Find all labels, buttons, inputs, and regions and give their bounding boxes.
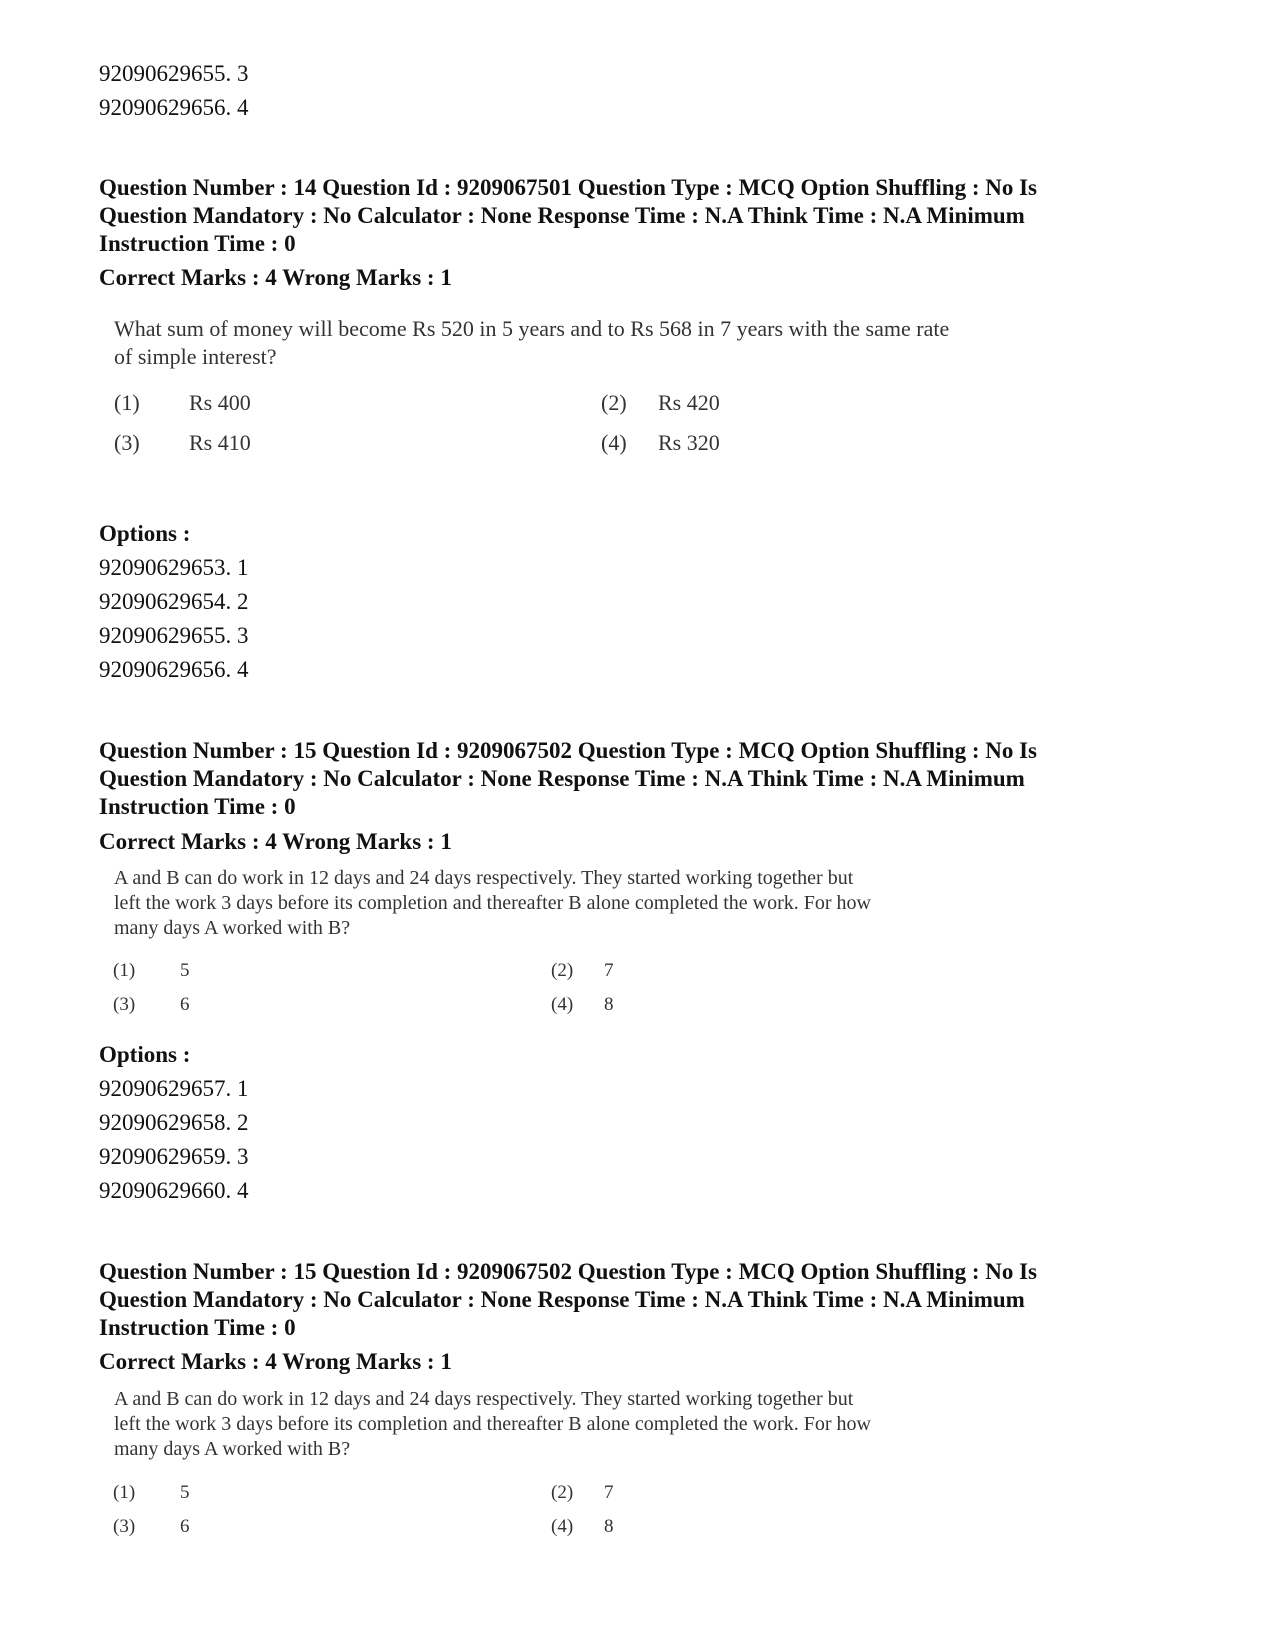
choice-value: 5 xyxy=(180,1482,190,1503)
choice-value: Rs 400 xyxy=(189,390,251,415)
option-line: 92090629656. 4 xyxy=(99,657,249,682)
option-line: 92090629655. 3 xyxy=(99,623,249,648)
question-text-line: of simple interest? xyxy=(114,344,277,369)
question-text-line: What sum of money will become Rs 520 in 5 years and to Rs 568 in 7 years with the same rate xyxy=(114,316,950,341)
choice-number: (4) xyxy=(601,430,627,455)
question-header-line: Question Mandatory : No Calculator : None Response Time : N.A Think Time : N.A Minimum xyxy=(99,766,1025,791)
question-header-line: Instruction Time : 0 xyxy=(99,231,296,256)
question-text-line: many days A worked with B? xyxy=(114,917,351,939)
question-header-line: Question Mandatory : No Calculator : None Response Time : N.A Think Time : N.A Minimum xyxy=(99,203,1025,228)
choice-value: 6 xyxy=(180,1516,190,1537)
choice-number: (3) xyxy=(114,430,140,455)
question-text-line: A and B can do work in 12 days and 24 days respectively. They started working together but xyxy=(114,867,854,889)
option-line: 92090629654. 2 xyxy=(99,589,249,614)
choice-value: 5 xyxy=(180,960,190,981)
choice-number: (1) xyxy=(114,390,140,415)
choice-number: (1) xyxy=(113,960,136,981)
option-line: 92090629659. 3 xyxy=(99,1144,249,1169)
question-text-line: A and B can do work in 12 days and 24 days respectively. They started working together but xyxy=(114,1388,854,1410)
choice-number: (2) xyxy=(551,960,574,981)
options-label: Options : xyxy=(99,521,191,546)
choice-number: (2) xyxy=(601,390,627,415)
option-line: 92090629656. 4 xyxy=(99,95,249,120)
question-header-line: Instruction Time : 0 xyxy=(99,1315,296,1340)
option-line: 92090629655. 3 xyxy=(99,61,249,86)
choice-value: 6 xyxy=(180,994,190,1015)
option-line: 92090629658. 2 xyxy=(99,1110,249,1135)
options-label: Options : xyxy=(99,1042,191,1067)
marks-line: Correct Marks : 4 Wrong Marks : 1 xyxy=(99,265,452,290)
choice-value: Rs 410 xyxy=(189,430,251,455)
choice-number: (1) xyxy=(113,1482,136,1503)
marks-line: Correct Marks : 4 Wrong Marks : 1 xyxy=(99,829,452,854)
option-line: 92090629653. 1 xyxy=(99,555,249,580)
choice-value: Rs 420 xyxy=(658,390,720,415)
question-header-line: Question Number : 15 Question Id : 9209067502 Question Type : MCQ Option Shuffling : No Is xyxy=(99,738,1038,763)
choice-value: 8 xyxy=(604,994,614,1015)
question-text-line: left the work 3 days before its completion and thereafter B alone completed the work. For how xyxy=(114,1413,871,1435)
choice-number: (3) xyxy=(113,994,136,1015)
choice-number: (2) xyxy=(551,1482,574,1503)
choice-value: 7 xyxy=(604,1482,614,1503)
question-text-line: left the work 3 days before its completion and thereafter B alone completed the work. For how xyxy=(114,892,871,914)
question-header-line: Question Mandatory : No Calculator : None Response Time : N.A Think Time : N.A Minimum xyxy=(99,1287,1025,1312)
question-header-line: Question Number : 15 Question Id : 9209067502 Question Type : MCQ Option Shuffling : No Is xyxy=(99,1259,1038,1284)
choice-number: (4) xyxy=(551,994,574,1015)
question-header-line: Question Number : 14 Question Id : 9209067501 Question Type : MCQ Option Shuffling : No Is xyxy=(99,175,1038,200)
option-line: 92090629657. 1 xyxy=(99,1076,249,1101)
option-line: 92090629660. 4 xyxy=(99,1178,249,1203)
question-header-line: Instruction Time : 0 xyxy=(99,794,296,819)
choice-value: Rs 320 xyxy=(658,430,720,455)
question-text-line: many days A worked with B? xyxy=(114,1438,351,1460)
marks-line: Correct Marks : 4 Wrong Marks : 1 xyxy=(99,1349,452,1374)
choice-value: 8 xyxy=(604,1516,614,1537)
choice-number: (3) xyxy=(113,1516,136,1537)
choice-number: (4) xyxy=(551,1516,574,1537)
choice-value: 7 xyxy=(604,960,614,981)
